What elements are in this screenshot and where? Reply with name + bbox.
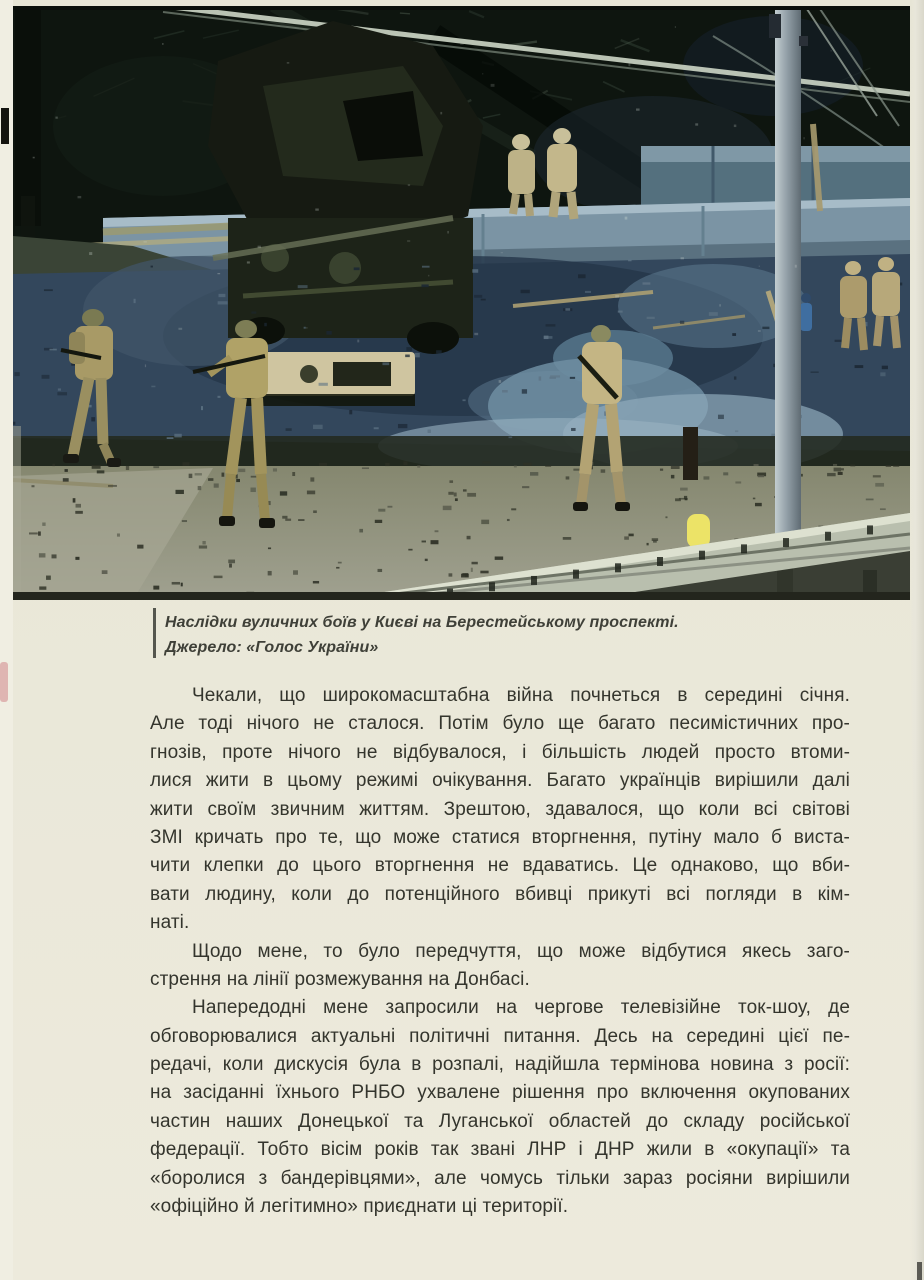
paragraph-3 [150, 994, 850, 1221]
scan-pink-smudge [0, 662, 8, 702]
caption-line-1: Наслідки вуличних боїв у Києві на Берестейському проспекті. [165, 614, 679, 631]
caption-rule [153, 608, 156, 658]
scan-corner-mark [917, 1262, 922, 1280]
war-photo [13, 6, 910, 600]
text-line: лися жити в цьому режимі очікування. Багато українців вирішили далі [150, 770, 850, 792]
text-line: частин наших Донецької та Луганської областей до складу російської [150, 1110, 850, 1132]
war-photo-illustration [13, 6, 910, 600]
text-line: «боролися з бандерівцями», але чомусь тільки зараз росіяни вирішили [150, 1167, 850, 1189]
text-line: редачі, коли дискусія була в розпалі, надійшла термінова новина з росії: [150, 1054, 850, 1076]
text-line: обговорювалися актуальні політичні питання. Десь на середині цієї пе- [150, 1025, 850, 1047]
text-line: Напередодні мене запросили на чергове телевізійне ток-шоу, де [192, 997, 850, 1019]
text-line: жити своїм звичним життям. Зрештою, здавалося, що коли всі світові [150, 798, 850, 820]
paragraph-2 [150, 938, 850, 995]
caption-line-2: Джерело: «Голос України» [165, 639, 379, 656]
text-line: гнозів, проте нічого не відбувалося, і більшість людей просто втоми- [150, 741, 850, 763]
scan-edge-tab [1, 108, 9, 144]
text-line: вати людину, коли до потенційного вбивці прикуті всі погляди в кім- [150, 883, 850, 905]
text-line: наті. [150, 912, 190, 934]
text-line: Щодо мене, то було передчуття, що може відбутися якесь заго- [192, 940, 850, 962]
text-line: стрення на лінії розмежування на Донбасі. [150, 968, 530, 990]
text-line: «офіційно й легітимно» приєднати ці території. [150, 1196, 569, 1218]
paragraph-1 [150, 682, 850, 938]
text-line: чити клепки до цього вторгнення не вдаватись. Це однаково, що вби- [150, 855, 850, 877]
page-right-margin [910, 0, 924, 1280]
text-line: федерації. Тобто вісім років так звані ЛНР і ДНР жили в «окупації» та [150, 1139, 850, 1161]
body-text [150, 682, 850, 1221]
text-line: на засіданні їхнього РНБО ухвалене рішення про включення окупованих [150, 1082, 850, 1104]
text-line: ЗМІ кричать про те, що може статися вторгнення, путіну мало б виста- [150, 826, 850, 848]
photo-caption [165, 610, 805, 660]
page-left-margin [0, 0, 13, 1280]
text-line: Чекали, що широкомасштабна війна почнеться в середині січня. [192, 685, 850, 706]
text-line: Але тоді нічого не сталося. Потім було ще багато песимістичних про- [150, 713, 850, 735]
